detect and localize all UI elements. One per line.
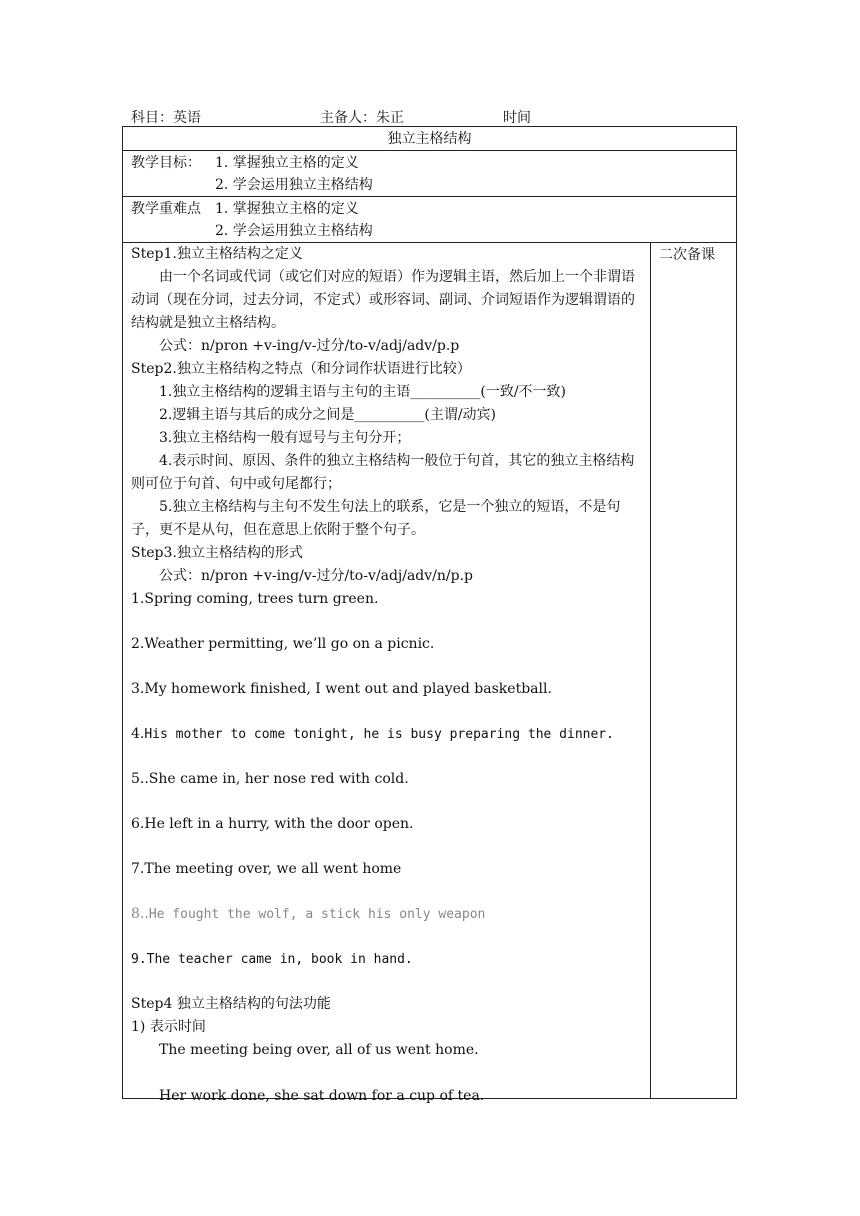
step2-item: 1.独立主格结构的逻辑主语与主句的主语__________(一致/不一致) [159,384,566,400]
example-sentence: 6.He left in a hurry, with the door open. [131,816,414,832]
example-sentence: 2.Weather permitting, we’ll go on a picnic. [131,636,435,652]
example-sentence: 5..She came in, her nose red with cold. [131,771,409,787]
step1-title: Step1.独立主格结构之定义 [131,246,303,262]
step3-formula: 公式：n/pron +v-ing/v-过分/to-v/adj/adv/n/p.p [159,568,474,584]
example-text: The teacher came in, book in hand. [146,952,413,967]
example-sentence: 3.My homework finished, I went out and played basketball. [131,681,552,697]
example-text: He fought the wolf, a stick his only weapon [148,907,486,922]
example-number: 9. [131,952,147,967]
example-text: His mother to come tonight, he is busy preparing the dinner. [144,727,614,742]
key-points-label: 教学重难点 [131,201,201,217]
step2-item: 4.表示时间、原因、条件的独立主格结构一般位于句首，其它的独立主格结构则可位于句首、句中或句尾都行； [131,453,635,492]
lesson-plan-table [122,126,737,1104]
example-sentence-9 [131,948,642,971]
step4-title: Step4 独立主格结构的句法功能 [131,996,331,1012]
example-number: 4. [131,726,145,742]
example-sentence-8 [131,903,642,926]
header-line [131,105,741,127]
goal-item: 2. 学会运用独立主格结构 [215,177,373,193]
step1-body: 由一个名词或代词（或它们对应的短语）作为逻辑主语，然后加上一个非谓语动词（现在分词，过去分词，不定式）或形容词、副词、介词短语作为逻辑谓语的结构就是独立主格结构。 [131,269,635,331]
step4-example: Her work done, she sat down for a cup of tea. [159,1088,485,1104]
key-point-item: 2. 学会运用独立主格结构 [215,223,373,239]
teaching-goals-row [123,151,736,197]
step4-example: The meeting being over, all of us went home. [159,1042,479,1058]
step2-item: 5.独立主格结构与主句不发生句法上的联系，它是一个独立的短语，不是句子，更不是从句，但在意思上依附于整个句子。 [131,499,621,538]
step1-formula: 公式：n/pron +v-ing/v-过分/to-v/adj/adv/p.p [159,338,460,354]
teaching-goals-label: 教学目标： [131,155,201,171]
subject-label: 科目：英语 [131,110,201,126]
time-label: 时间 [503,110,531,126]
step2-title: Step2.独立主格结构之特点（和分词作状语进行比较） [131,361,471,377]
preparer-label: 主备人：朱正 [320,110,404,126]
step3-title: Step3.独立主格结构的形式 [131,545,303,561]
goal-item: 1. 掌握独立主格的定义 [215,155,359,171]
main-content-cell [123,243,651,1104]
secondary-prep-cell [651,243,736,1098]
example-number: 8.. [131,906,149,922]
step4-subheading: 1) 表示时间 [131,1019,206,1035]
step2-item: 2.逻辑主语与其后的成分之间是__________(主谓/动宾) [159,407,496,423]
key-point-item: 1. 掌握独立主格的定义 [215,201,359,217]
example-sentence: 1.Spring coming, trees turn green. [131,591,379,607]
step2-item: 3.独立主格结构一般有逗号与主句分开； [159,430,411,446]
example-sentence-4 [131,723,642,746]
secondary-prep-label: 二次备课 [659,247,715,263]
example-sentence: 7.The meeting over, we all went home [131,861,402,877]
key-points-row [123,197,736,243]
lesson-title: 独立主格结构 [123,127,736,151]
